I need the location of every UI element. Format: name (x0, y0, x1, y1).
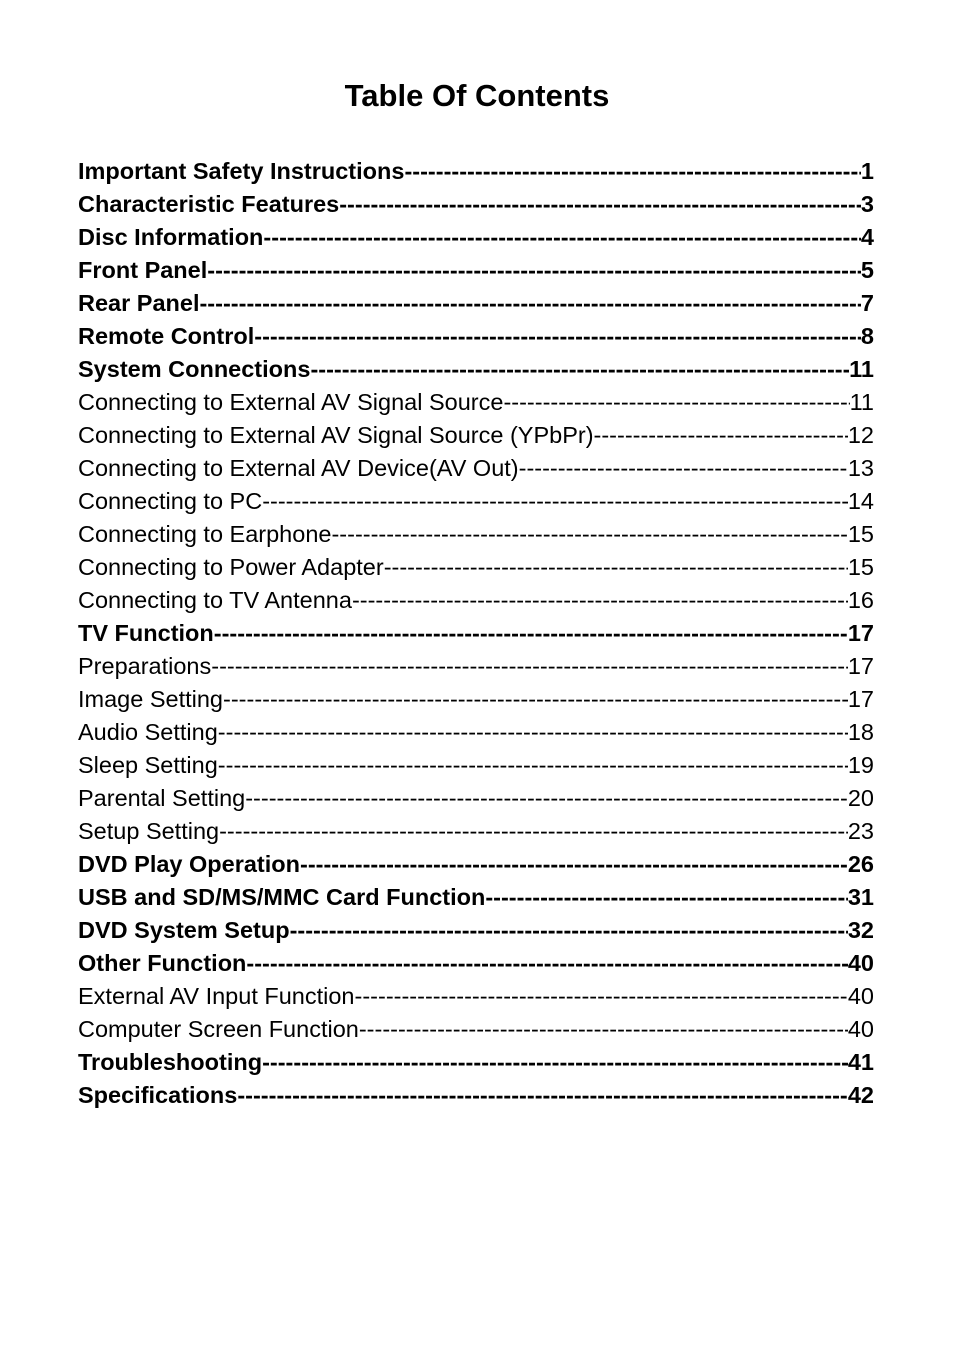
toc-dot-leader (503, 386, 849, 419)
toc-dot-leader (339, 188, 861, 221)
toc-dot-leader (218, 749, 848, 782)
toc-dot-leader (352, 584, 848, 617)
toc-dot-leader (262, 1046, 848, 1079)
toc-entry-label: USB and SD/MS/MMC Card Function (78, 884, 486, 910)
toc-entry-page-number: 15 (847, 521, 874, 547)
toc-entry-page-number: 32 (847, 917, 874, 943)
toc-dot-leader (310, 353, 849, 386)
toc-entry-label: System Connections (78, 356, 311, 382)
toc-entry[interactable] (78, 617, 874, 650)
toc-dot-leader (211, 650, 848, 683)
toc-entry[interactable] (78, 947, 874, 980)
toc-entry-label: Disc Information (78, 224, 264, 250)
toc-entry-page-number: 18 (847, 719, 874, 745)
toc-dot-leader (245, 782, 848, 815)
toc-entry-page-number: 3 (860, 191, 874, 217)
toc-entry[interactable] (78, 815, 874, 848)
toc-dot-leader (246, 947, 847, 980)
toc-dot-leader (223, 683, 848, 716)
toc-dot-leader (207, 254, 861, 287)
toc-entry-page-number: 15 (847, 554, 874, 580)
toc-entry[interactable] (78, 749, 874, 782)
toc-entry-label: Connecting to External AV Device(AV Out) (78, 455, 519, 481)
toc-entry-page-number: 5 (860, 257, 874, 283)
toc-entry[interactable] (78, 914, 874, 947)
toc-dot-leader (355, 980, 848, 1013)
table-of-contents (78, 155, 874, 1112)
toc-dot-leader (290, 914, 848, 947)
toc-dot-leader (262, 485, 848, 518)
toc-entry[interactable] (78, 518, 874, 551)
toc-entry[interactable] (78, 551, 874, 584)
toc-entry[interactable] (78, 1046, 874, 1079)
toc-entry[interactable] (78, 287, 874, 320)
page-title: Table Of Contents (344, 78, 610, 113)
toc-entry-page-number: 11 (849, 356, 874, 382)
toc-entry-label: External AV Input Function (78, 983, 355, 1009)
toc-dot-leader (300, 848, 848, 881)
toc-dot-leader (254, 320, 861, 353)
toc-entry[interactable] (78, 452, 874, 485)
toc-entry-page-number: 41 (847, 1049, 874, 1075)
toc-entry[interactable] (78, 881, 874, 914)
toc-entry-page-number: 12 (847, 422, 874, 448)
toc-entry[interactable] (78, 386, 874, 419)
toc-dot-leader (594, 419, 848, 452)
toc-entry-label: Important Safety Instructions (78, 158, 405, 184)
toc-entry[interactable] (78, 485, 874, 518)
toc-entry-page-number: 26 (847, 851, 874, 877)
toc-entry-page-number: 17 (847, 686, 874, 712)
toc-entry-label: Audio Setting (78, 719, 218, 745)
toc-entry-label: Preparations (78, 653, 212, 679)
toc-dot-leader (263, 221, 861, 254)
toc-entry-label: TV Function (78, 620, 214, 646)
toc-entry[interactable] (78, 221, 874, 254)
toc-entry[interactable] (78, 155, 874, 188)
toc-entry-page-number: 11 (849, 389, 874, 415)
toc-entry-label: Connecting to TV Antenna (78, 587, 352, 613)
toc-dot-leader (485, 881, 848, 914)
toc-entry[interactable] (78, 782, 874, 815)
toc-entry[interactable] (78, 716, 874, 749)
toc-entry-page-number: 40 (847, 1016, 874, 1042)
toc-entry-page-number: 17 (847, 620, 874, 646)
toc-entry-page-number: 8 (860, 323, 874, 349)
toc-entry-label: Connecting to PC (78, 488, 263, 514)
toc-entry[interactable] (78, 188, 874, 221)
toc-entry[interactable] (78, 353, 874, 386)
toc-entry-page-number: 19 (847, 752, 874, 778)
toc-entry-label: Parental Setting (78, 785, 246, 811)
toc-dot-leader (218, 716, 848, 749)
toc-entry-label: Remote Control (78, 323, 255, 349)
toc-dot-leader (331, 518, 847, 551)
toc-entry[interactable] (78, 584, 874, 617)
toc-entry-label: Troubleshooting (78, 1049, 263, 1075)
toc-entry-label: Sleep Setting (78, 752, 218, 778)
toc-entry[interactable] (78, 320, 874, 353)
toc-entry[interactable] (78, 419, 874, 452)
toc-entry-label: Rear Panel (78, 290, 200, 316)
toc-entry-label: DVD System Setup (78, 917, 290, 943)
toc-dot-leader (219, 815, 848, 848)
toc-entry[interactable] (78, 254, 874, 287)
toc-dot-leader (237, 1079, 848, 1112)
toc-entry-label: Computer Screen Function (78, 1016, 359, 1042)
toc-dot-leader (404, 155, 860, 188)
toc-entry-page-number: 13 (847, 455, 874, 481)
toc-entry-label: Characteristic Features (78, 191, 340, 217)
toc-entry-page-number: 40 (847, 950, 874, 976)
toc-dot-leader (199, 287, 860, 320)
toc-entry-page-number: 23 (847, 818, 874, 844)
toc-entry[interactable] (78, 650, 874, 683)
toc-entry-label: Connecting to External AV Signal Source (YPbPr) (78, 422, 594, 448)
toc-entry-label: Connecting to Power Adapter (78, 554, 384, 580)
toc-entry-label: Other Function (78, 950, 247, 976)
toc-dot-leader (359, 1013, 848, 1046)
toc-entry-label: Specifications (78, 1082, 238, 1108)
toc-entry-page-number: 40 (847, 983, 874, 1009)
toc-dot-leader (384, 551, 848, 584)
toc-entry[interactable] (78, 1013, 874, 1046)
toc-entry[interactable] (78, 980, 874, 1013)
toc-entry-label: Image Setting (78, 686, 224, 712)
toc-entry-page-number: 1 (860, 158, 874, 184)
toc-entry-label: Connecting to Earphone (78, 521, 332, 547)
toc-entry-label: Setup Setting (78, 818, 220, 844)
toc-entry-page-number: 17 (847, 653, 874, 679)
toc-entry-page-number: 7 (860, 290, 874, 316)
toc-entry-page-number: 31 (847, 884, 874, 910)
toc-entry-page-number: 14 (847, 488, 874, 514)
toc-entry-label: Connecting to External AV Signal Source (78, 389, 504, 415)
toc-entry[interactable] (78, 1079, 874, 1112)
toc-entry-page-number: 20 (847, 785, 874, 811)
toc-dot-leader (519, 452, 848, 485)
toc-entry[interactable] (78, 683, 874, 716)
toc-entry[interactable] (78, 848, 874, 881)
toc-entry-page-number: 16 (847, 587, 874, 613)
toc-dot-leader (214, 617, 848, 650)
toc-entry-page-number: 4 (860, 224, 874, 250)
toc-entry-label: Front Panel (78, 257, 208, 283)
toc-entry-label: DVD Play Operation (78, 851, 300, 877)
toc-entry-page-number: 42 (847, 1082, 874, 1108)
